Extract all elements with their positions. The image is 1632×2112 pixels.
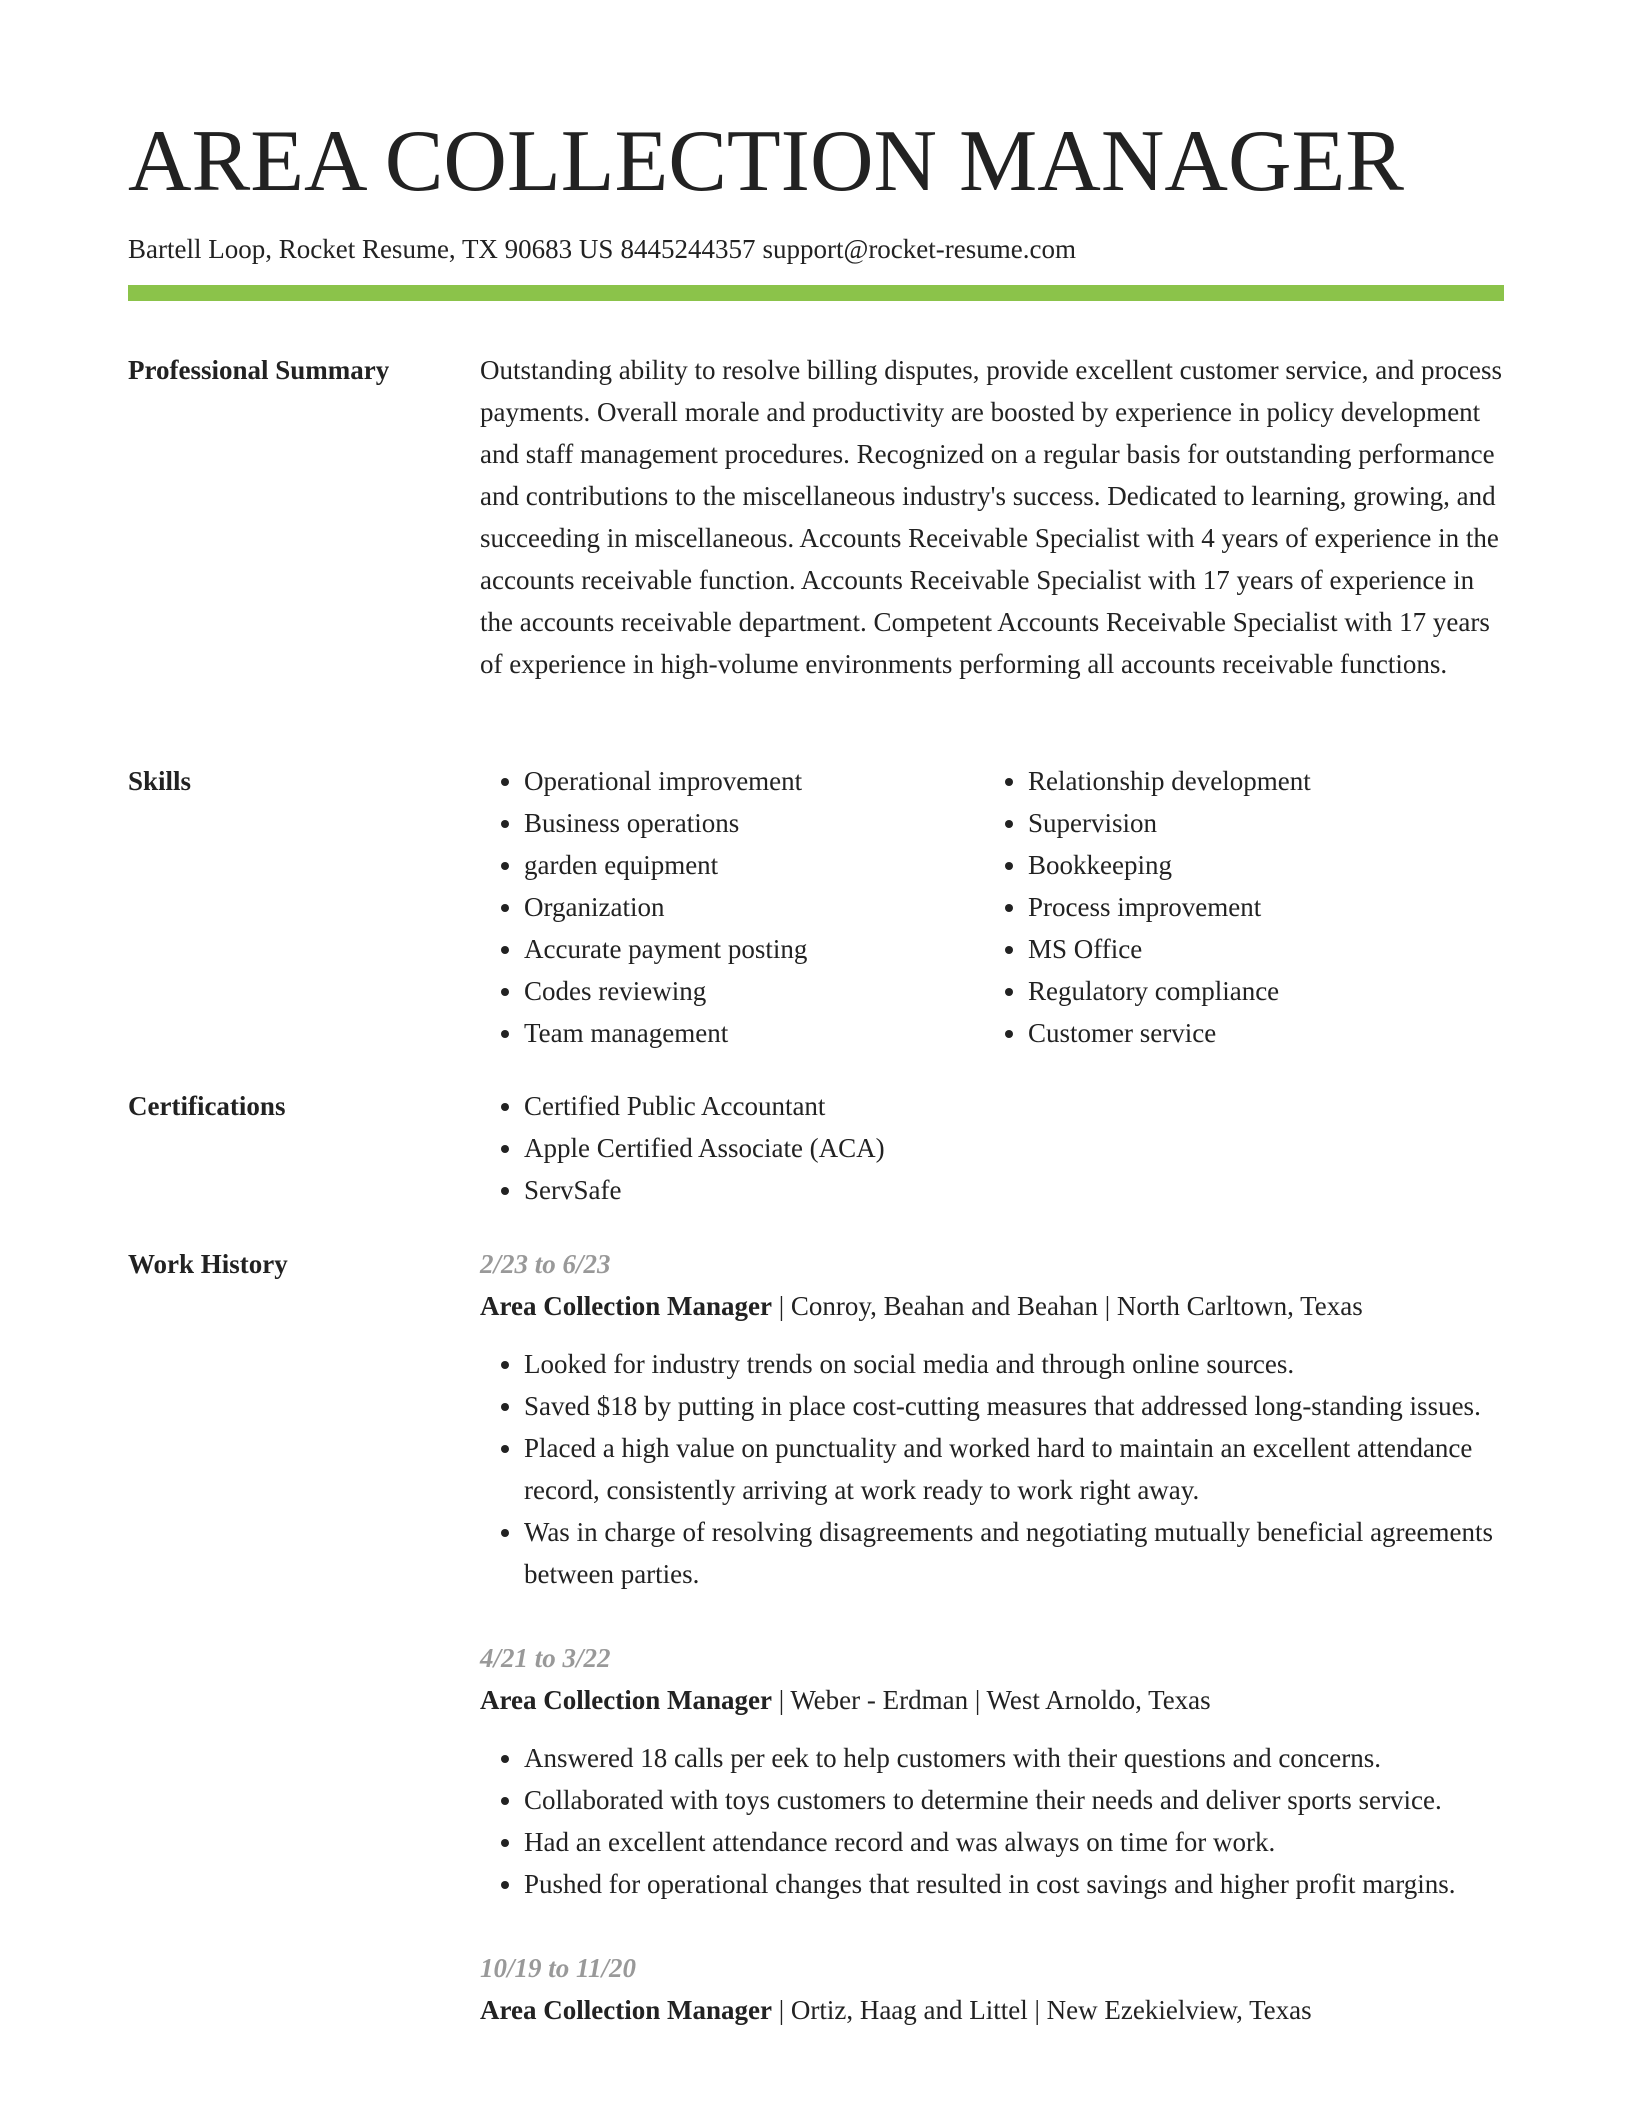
summary-text: Outstanding ability to resolve billing disputes, provide excellent customer service, and process payments. Overall morale and productivity are boosted by experience in policy development and staff management procedures. Recognized on a regular basis for outstanding performance and contributions to the miscellaneous industry's success. Dedicated to learning, growing, and succeeding in miscellaneous. Accounts Receivable Specialist with 4 years of experience in the accounts receivable function. Accounts Receivable Specialist with 17 years of experience in the accounts receivable department. Competent Accounts Receivable Specialist with 17 years of experience in high-volume environments performing all accounts receivable functions. [480, 355, 1503, 679]
job-title-line [480, 1989, 1504, 2031]
certification-item: • Certified Public Accountant [524, 1085, 1504, 1127]
skill-item: • Supervision [1028, 802, 1488, 844]
skill-item: • Team management [524, 1012, 984, 1054]
contact-address: Bartell Loop, Rocket Resume, TX 90683 US [128, 234, 614, 264]
skill-item: • Process improvement [1028, 886, 1488, 928]
summary-heading: Professional Summary [128, 355, 390, 385]
skills-column-right [984, 760, 1488, 1054]
job-entry [480, 1243, 1504, 1595]
skill-item: • Organization [524, 886, 984, 928]
job-details: | Weber - Erdman | West Arnoldo, Texas [771, 1685, 1211, 1715]
skills-column-left [480, 760, 984, 1054]
job-title: Area Collection Manager [480, 1685, 772, 1715]
skill-item: • Accurate payment posting [524, 928, 984, 970]
skill-item: • Business operations [524, 802, 984, 844]
job-entry [480, 1947, 1504, 2031]
skill-item: • Customer service [1028, 1012, 1488, 1054]
job-bullet: • Had an excellent attendance record and was always on time for work. [524, 1821, 1504, 1863]
job-title-line [480, 1285, 1504, 1327]
summary-body [480, 349, 1504, 685]
skill-item: • Regulatory compliance [1028, 970, 1488, 1012]
job-dates: 10/19 to 11/20 [480, 1953, 637, 1983]
job-bullet: • Saved $18 by putting in place cost-cutting measures that addressed long-standing issues. [524, 1385, 1504, 1427]
contact-line [128, 233, 1076, 265]
job-bullet: • Collaborated with toys customers to determine their needs and deliver sports service. [524, 1779, 1504, 1821]
job-bullet: • Looked for industry trends on social media and through online sources. [524, 1343, 1504, 1385]
job-bullet: • Was in charge of resolving disagreements and negotiating mutually beneficial agreements between parties. [524, 1511, 1504, 1595]
skills-list-left [480, 760, 984, 1054]
skill-item: • Codes reviewing [524, 970, 984, 1012]
job-title: Area Collection Manager [480, 1995, 772, 2025]
skills-heading: Skills [128, 766, 192, 796]
skills-list-right [984, 760, 1488, 1054]
job-details: | Conroy, Beahan and Beahan | North Carltown, Texas [771, 1291, 1363, 1321]
certification-item: • Apple Certified Associate (ACA) [524, 1127, 1504, 1169]
job-dates: 2/23 to 6/23 [480, 1249, 611, 1279]
skill-item: • garden equipment [524, 844, 984, 886]
work-history-heading: Work History [128, 1249, 288, 1279]
resume-title: AREA COLLECTION MANAGER [128, 113, 1404, 210]
job-title: Area Collection Manager [480, 1291, 772, 1321]
certification-item: • ServSafe [524, 1169, 1504, 1211]
job-title-line [480, 1679, 1504, 1721]
certifications-body [480, 1085, 1504, 1211]
skill-item: • Operational improvement [524, 760, 984, 802]
skill-item: • MS Office [1028, 928, 1488, 970]
skill-item: • Relationship development [1028, 760, 1488, 802]
job-bullet: • Pushed for operational changes that resulted in cost savings and higher profit margins. [524, 1863, 1504, 1905]
job-details: | Ortiz, Haag and Littel | New Ezekielview, Texas [771, 1995, 1312, 2025]
job-dates: 4/21 to 3/22 [480, 1643, 611, 1673]
header-divider [128, 285, 1504, 301]
work-history-body [480, 1243, 1504, 2073]
contact-email: support@rocket-resume.com [762, 234, 1076, 264]
job-bullet: • Placed a high value on punctuality and worked hard to maintain an excellent attendance record, consistently arriving at work ready to work right away. [524, 1427, 1504, 1511]
job-entry [480, 1637, 1504, 1905]
job-bullets [480, 1737, 1504, 1905]
contact-phone: 8445244357 [620, 234, 756, 264]
skills-body [480, 760, 1504, 1054]
skill-item: • Bookkeeping [1028, 844, 1488, 886]
certifications-list [480, 1085, 1504, 1211]
certifications-heading: Certifications [128, 1091, 286, 1121]
job-bullets [480, 1343, 1504, 1595]
job-bullet: • Answered 18 calls per eek to help customers with their questions and concerns. [524, 1737, 1504, 1779]
